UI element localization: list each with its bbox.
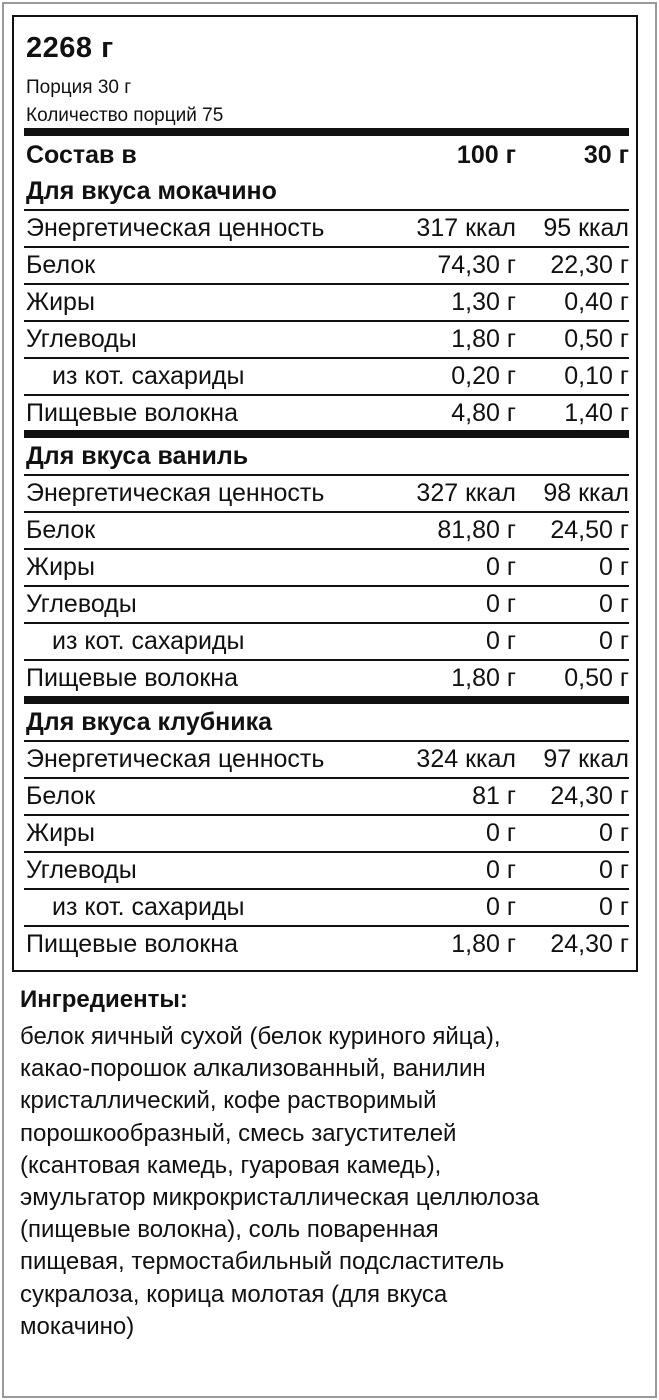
value-30g: 0,10 г	[564, 362, 629, 390]
column-header-30g: 30 г	[583, 141, 629, 169]
nutrient-name: Углеводы	[26, 590, 137, 618]
table-row	[26, 778, 629, 814]
value-30g: 0 г	[599, 893, 629, 921]
table-row	[26, 586, 629, 622]
table-row	[26, 549, 629, 585]
value-30g: 0 г	[599, 819, 629, 847]
value-100g: 1,80 г	[451, 930, 516, 958]
table-row	[26, 395, 629, 431]
value-30g: 0,50 г	[564, 664, 629, 692]
value-30g: 95 ккал	[543, 214, 629, 242]
section-title	[26, 173, 629, 209]
value-100g: 81,80 г	[437, 516, 516, 544]
ingredients-title: Ингредиенты:	[20, 986, 188, 1013]
section-title-text: Для вкуса ваниль	[26, 442, 249, 470]
value-30g: 0 г	[599, 590, 629, 618]
value-100g: 324 ккал	[416, 745, 516, 773]
header-thick-rule	[24, 128, 629, 136]
value-30g: 0,40 г	[564, 288, 629, 316]
table-row	[26, 284, 629, 320]
nutrient-name: Белок	[26, 516, 96, 544]
value-100g: 4,80 г	[451, 399, 516, 427]
value-30g: 97 ккал	[543, 745, 629, 773]
table-row	[26, 358, 629, 394]
value-100g: 317 ккал	[416, 214, 516, 242]
value-100g: 1,80 г	[451, 664, 516, 692]
value-100g: 0 г	[486, 627, 516, 655]
nutrient-name: из кот. сахариды	[52, 627, 245, 655]
section-thick-rule	[24, 696, 629, 704]
table-row	[26, 623, 629, 659]
value-30g: 1,40 г	[564, 399, 629, 427]
package-weight: 2268 г	[26, 32, 114, 64]
section-thick-rule	[24, 430, 629, 438]
nutrient-name: Белок	[26, 782, 96, 810]
column-header-100g: 100 г	[456, 141, 516, 169]
value-30g: 0,50 г	[564, 325, 629, 353]
value-30g: 24,50 г	[550, 516, 629, 544]
nutrient-name: из кот. сахариды	[52, 893, 245, 921]
section-title	[26, 704, 629, 740]
nutrient-name: Углеводы	[26, 856, 137, 884]
value-30g: 0 г	[599, 856, 629, 884]
nutrient-name: Жиры	[26, 553, 95, 581]
table-row	[26, 926, 629, 962]
nutrient-name: Пищевые волокна	[26, 664, 238, 692]
value-30g: 98 ккал	[543, 479, 629, 507]
table-row	[26, 475, 629, 511]
value-100g: 0 г	[486, 893, 516, 921]
nutrient-name: Энергетическая ценность	[26, 214, 325, 242]
value-30g: 24,30 г	[550, 782, 629, 810]
value-100g: 81 г	[472, 782, 516, 810]
servings-count: Количество порций 75	[26, 105, 224, 126]
value-100g: 74,30 г	[437, 251, 516, 279]
nutrient-name: Жиры	[26, 819, 95, 847]
value-30g: 24,30 г	[550, 930, 629, 958]
value-100g: 1,30 г	[451, 288, 516, 316]
nutrient-name: из кот. сахариды	[52, 362, 245, 390]
table-row	[26, 210, 629, 246]
table-row	[26, 852, 629, 888]
section-title-text: Для вкуса клубника	[26, 708, 273, 736]
table-header-row	[26, 137, 629, 173]
table-row	[26, 741, 629, 777]
value-30g: 22,30 г	[550, 251, 629, 279]
nutrient-name: Углеводы	[26, 325, 137, 353]
nutrient-name: Пищевые волокна	[26, 399, 238, 427]
value-100g: 1,80 г	[451, 325, 516, 353]
value-100g: 0 г	[486, 856, 516, 884]
table-row	[26, 889, 629, 925]
nutrient-name: Белок	[26, 251, 96, 279]
table-row	[26, 660, 629, 696]
nutrient-name: Энергетическая ценность	[26, 745, 325, 773]
nutrient-name: Жиры	[26, 288, 95, 316]
table-row	[26, 247, 629, 283]
value-100g: 0,20 г	[451, 362, 516, 390]
value-100g: 327 ккал	[416, 479, 516, 507]
value-30g: 0 г	[599, 627, 629, 655]
ingredients-text: белок яичный сухой (белок куриного яйца), какао-порошок алкализованный, ванилин кристаллический, кофе растворимый порошкообразный, смесь загустителей (ксантовая камедь, гуаровая камедь), эмульгатор микрокристаллическая целлюлоза (пищевые волокна), соль поваренная пищевая, термостабильный подсластитель сукралоза, корица молотая (для вкуса мокачино)	[20, 1023, 540, 1340]
table-row	[26, 512, 629, 548]
table-row	[26, 321, 629, 357]
nutrient-name: Пищевые волокна	[26, 930, 238, 958]
section-title-text: Для вкуса мокачино	[26, 177, 277, 205]
section-title	[26, 438, 629, 474]
serving-size: Порция 30 г	[26, 77, 132, 98]
table-header-label: Состав в	[26, 141, 137, 169]
value-100g: 0 г	[486, 553, 516, 581]
nutrient-name: Энергетическая ценность	[26, 479, 325, 507]
value-30g: 0 г	[599, 553, 629, 581]
value-100g: 0 г	[486, 819, 516, 847]
value-100g: 0 г	[486, 590, 516, 618]
table-row	[26, 815, 629, 851]
